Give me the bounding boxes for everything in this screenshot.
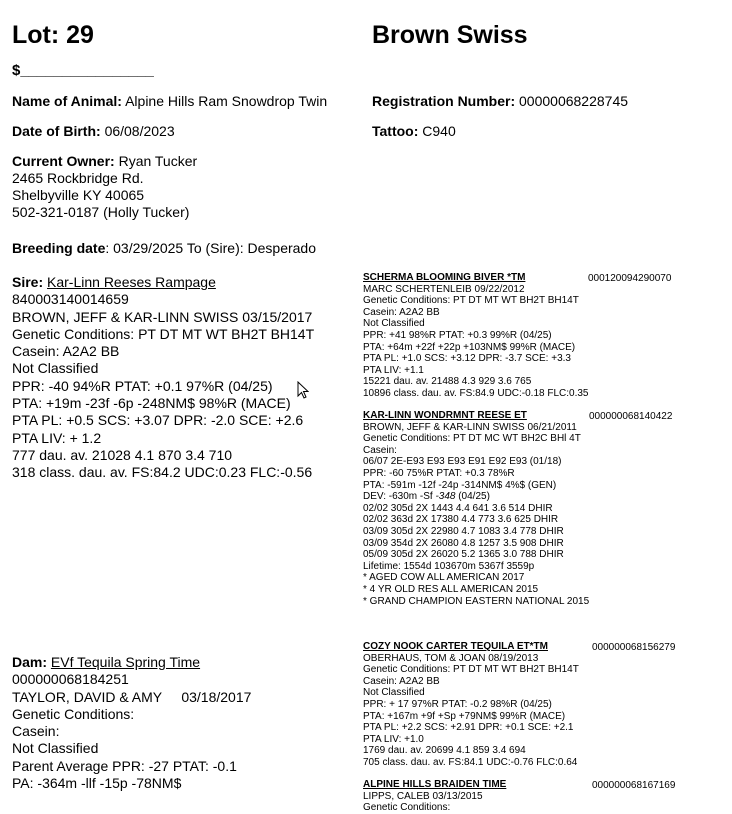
pedigree-line: 03/09 305d 2X 22980 4.7 1083 3.4 778 DHIR — [363, 525, 564, 537]
animal-name-label: Name of Animal: — [12, 93, 122, 109]
sire-dam-name: KAR-LINN WONDRMNT REESE ET — [363, 410, 527, 421]
dam-line: 000000068184251 — [12, 671, 129, 688]
pedigree-line: Casein: A2A2 BB — [363, 675, 440, 687]
pedigree-line: 02/02 363d 2X 17380 4.4 773 3.6 625 DHIR — [363, 514, 559, 526]
pedigree-line: * 4 YR OLD RES ALL AMERICAN 2015 — [363, 583, 539, 595]
pedigree-line: PPR: +41 98%R PTAT: +0.3 99%R (04/25) — [363, 329, 552, 341]
owner-name-row — [12, 153, 197, 170]
sire-line: Casein: A2A2 BB — [12, 343, 120, 360]
pedigree-line: PTA PL: +2.2 SCS: +2.91 DPR: +0.1 SCE: +2.1 — [363, 722, 574, 734]
owner-phone-line: 502-321-0187 (Holly Tucker) — [12, 204, 190, 220]
sire-line: PPR: -40 94%R PTAT: +0.1 97%R (04/25) — [12, 377, 273, 394]
dam-block — [12, 654, 251, 792]
dam-sire-name: COZY NOOK CARTER TEQUILA ET*TM — [363, 641, 548, 652]
sire-line: PTA: +19m -23f -6p -248NM$ 98%R (MACE) — [12, 395, 291, 412]
dev-prefix: DEV: -630m -Sf — [363, 491, 436, 503]
dam-dam-reg: 000000068167169 — [592, 780, 676, 791]
dam-line: TAYLOR, DAVID & AMY 03/18/2017 — [12, 688, 252, 705]
pedigree-line: Not Classified — [363, 318, 425, 330]
sire-block — [12, 274, 314, 482]
pedigree-line: BROWN, JEFF & KAR-LINN SWISS 06/21/2011 — [363, 421, 577, 433]
pedigree-line: Lifetime: 1554d 103670m 5367f 3559p — [363, 560, 535, 572]
tattoo-value: C940 — [422, 123, 456, 139]
dam-sire-reg: 000000068156279 — [592, 642, 676, 653]
dam-name-row — [12, 654, 251, 671]
pedigree-line: PPR: + 17 97%R PTAT: -0.2 98%R (04/25) — [363, 698, 552, 710]
dob-label: Date of Birth: — [12, 123, 101, 139]
owner-address-line: 2465 Rockbridge Rd. — [12, 170, 144, 186]
pedigree-line: PPR: -60 75%R PTAT: +0.3 78%R — [363, 467, 515, 479]
pedigree-line: Genetic Conditions: PT DT MC WT BH2C BHl 4T — [363, 433, 581, 445]
pedigree-line: Casein: A2A2 BB — [363, 306, 440, 318]
pedigree-line: * GRAND CHAMPION EASTERN NATIONAL 2015 — [363, 595, 590, 607]
sire-dam-reg: 000000068140422 — [589, 411, 673, 422]
owner-city-line: Shelbyville KY 40065 — [12, 187, 145, 203]
dev-suffix: (04/25) — [455, 491, 490, 503]
dam-line: Genetic Conditions: — [12, 705, 135, 722]
breeding-text: : 03/29/2025 To (Sire): Desperado — [105, 240, 317, 256]
pedigree-line: * AGED COW ALL AMERICAN 2017 — [363, 572, 525, 584]
pedigree-line: PTA: +64m +22f +22p +103NM$ 99%R (MACE) — [363, 341, 576, 353]
pedigree-line: 1769 dau. av. 20699 4.1 859 3.4 694 — [363, 745, 526, 757]
dam-line: Not Classified — [12, 740, 99, 757]
pedigree-line: 705 class. dau. av. FS:84.1 UDC:-0.76 FLC:0.64 — [363, 756, 578, 768]
pedigree-line: PTA: -591m -12f -24p -314NM$ 4%$ (GEN) — [363, 479, 557, 491]
animal-name-row — [12, 93, 327, 110]
breeding-label: Breeding date — [12, 240, 106, 256]
sire-label: Sire: — [12, 274, 44, 290]
owner-block — [12, 153, 197, 221]
mouse-cursor-icon — [297, 381, 309, 399]
sire-sire-reg: 000120094290070 — [588, 273, 672, 284]
dam-line: Casein: — [12, 723, 60, 740]
lot-number: Lot: 29 — [12, 21, 94, 49]
sire-name: Kar-Linn Reeses Rampage — [47, 274, 216, 290]
pedigree-line: Genetic Conditions: PT DT MT WT BH2T BH14T — [363, 295, 579, 307]
registration-row — [372, 93, 628, 110]
pedigree-line: Not Classified — [363, 687, 425, 699]
dam-label: Dam: — [12, 654, 48, 670]
sire-line: PTA LIV: + 1.2 — [12, 429, 102, 446]
pedigree-line: OBERHAUS, TOM & JOAN 08/19/2013 — [363, 652, 539, 664]
sire-line: 318 class. dau. av. FS:84.2 UDC:0.23 FLC:-0.56 — [12, 464, 313, 481]
pedigree-line: PTA PL: +1.0 SCS: +3.12 DPR: -3.7 SCE: +3.3 — [363, 353, 571, 365]
registration-label: Registration Number: — [372, 93, 516, 109]
pedigree-line: Genetic Conditions: PT DT MT WT BH2T BH14T — [363, 664, 579, 676]
sire-line: 840003140014659 — [12, 291, 129, 308]
sire-dam-block — [363, 410, 589, 607]
pedigree-line: 10896 class. dau. av. FS:84.9 UDC:-0.18 FLC:0.35 — [363, 387, 589, 399]
pedigree-line: 05/09 305d 2X 26020 5.2 1365 3.0 788 DHIR — [363, 549, 564, 561]
sire-line: 777 dau. av. 21028 4.1 870 3.4 710 — [12, 446, 233, 463]
owner-name: Ryan Tucker — [118, 153, 198, 169]
sire-sire-name: SCHERMA BLOOMING BIVER *TM — [363, 272, 526, 283]
pedigree-line: PTA: +167m +9f +Sp +79NM$ 99%R (MACE) — [363, 710, 566, 722]
tattoo-label: Tattoo: — [372, 123, 419, 139]
pedigree-line: PTA LIV: +1.1 — [363, 364, 424, 376]
sire-line: Genetic Conditions: PT DT MT WT BH2T BH14T — [12, 325, 315, 342]
sire-line: PTA PL: +0.5 SCS: +3.07 DPR: -2.0 SCE: +2.6 — [12, 412, 304, 429]
dam-name: EVf Tequila Spring Time — [50, 654, 201, 670]
dam-line: Parent Average PPR: -27 PTAT: -0.1 — [12, 757, 237, 774]
pedigree-line: Casein: — [363, 444, 397, 456]
sire-line: Not Classified — [12, 360, 99, 377]
dob-value: 06/08/2023 — [104, 123, 175, 139]
pedigree-line: LIPPS, CALEB 03/13/2015 — [363, 790, 483, 802]
dev-line — [363, 491, 589, 503]
animal-name: Alpine Hills Ram Snowdrop Twin — [125, 93, 328, 109]
pedigree-line: MARC SCHERTENLEIB 09/22/2012 — [363, 283, 525, 295]
dam-sire-block — [363, 641, 579, 769]
sire-name-row — [12, 274, 314, 291]
sire-sire-block — [363, 272, 589, 400]
dam-dam-name: ALPINE HILLS BRAIDEN TIME — [363, 779, 507, 790]
dam-dam-block — [363, 779, 506, 814]
dev-italic: -348 — [435, 491, 456, 503]
pedigree-line: 15221 dau. av. 21488 4.3 929 3.6 765 — [363, 376, 532, 388]
price-line: $________________ — [12, 62, 154, 79]
pedigree-line: 03/09 354d 2X 26080 4.8 1257 3.5 908 DHIR — [363, 537, 564, 549]
pedigree-line: Genetic Conditions: — [363, 802, 451, 814]
dob-row — [12, 123, 175, 140]
pedigree-line: 02/02 305d 2X 1443 4.4 641 3.6 514 DHIR — [363, 502, 553, 514]
dam-line: PA: -364m -llf -15p -78NM$ — [12, 775, 182, 792]
sire-line: BROWN, JEFF & KAR-LINN SWISS 03/15/2017 — [12, 308, 313, 325]
breeding-row — [12, 240, 316, 257]
pedigree-line: 06/07 2E-E93 E93 E93 E91 E92 E93 (01/18) — [363, 456, 562, 468]
tattoo-row — [372, 123, 456, 140]
pedigree-line: PTA LIV: +1.0 — [363, 733, 424, 745]
breed-title: Brown Swiss — [372, 21, 528, 49]
owner-label: Current Owner: — [12, 153, 115, 169]
registration-number: 00000068228745 — [519, 93, 629, 109]
